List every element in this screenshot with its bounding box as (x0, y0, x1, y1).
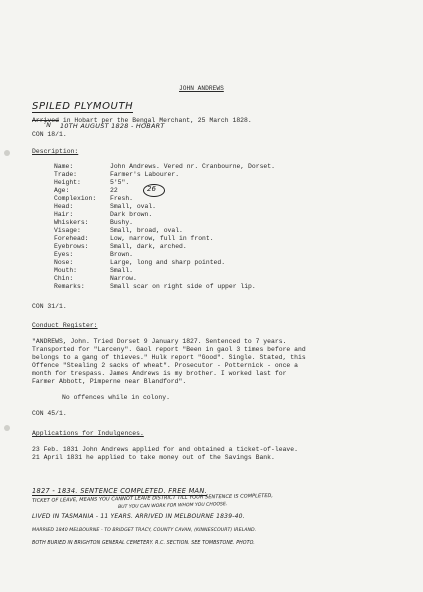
indulgences-heading: Applications for Indulgences. (32, 430, 144, 437)
desc-value: Small, oval. (110, 203, 157, 210)
desc-value: Small, dark, arched. (110, 243, 187, 250)
arrival-typed-text: in Hobart per the Bengal Merchant, 25 March 1828. (59, 117, 252, 124)
handwritten-ship-title: SPILED PLYMOUTH (32, 101, 134, 112)
desc-label: Remarks: (54, 283, 85, 290)
page-title: JOHN ANDREWS (179, 85, 224, 92)
punch-hole (4, 150, 10, 156)
desc-value: 5'5". (110, 179, 130, 186)
desc-label: Eyebrows: (54, 243, 89, 250)
conduct-line: month for trespass. James Andrews is my brother. I worked last for (32, 370, 287, 377)
struck-word: Arrived (32, 117, 59, 124)
desc-label: Head: (54, 203, 74, 210)
hand-note-line: BOTH BURIED IN BRIGHTON GENERAL CEMETERY. R.C. SECTION. SEE TOMBSTONE. PHOTO. (32, 541, 255, 546)
conduct-heading: Conduct Register: (32, 322, 98, 329)
desc-value: Bushy. (110, 219, 134, 226)
hand-note-line: 1827 - 1834. SENTENCE COMPLETED. FREE MAN. (32, 487, 207, 495)
desc-value: John Andrews. Vered nr. Cranbourne, Dorset. (110, 163, 275, 170)
hand-note-line: MARRIED 1840 MELBOURNE - TO BRIDGET TRACY, COUNTY CAVAN, (KINNESCOURT) IRELAND. (32, 528, 257, 533)
arrival-hand-correction: 10TH AUGUST 1828 - HOBART (60, 122, 165, 130)
hand-note-line: LIVED IN TASMANIA - 11 YEARS. ARRIVED IN MELBOURNE 1839-40. (32, 513, 245, 520)
desc-value: 22 (110, 187, 118, 194)
indulgence-line: 21 April 1831 he applied to take money out of the Savings Bank. (32, 454, 275, 461)
desc-label: Name: (54, 163, 74, 170)
desc-value: Fresh. (110, 195, 134, 202)
desc-label: Nose: (54, 259, 74, 266)
age-annotation: 26 (147, 185, 156, 193)
desc-label: Visage: (54, 227, 81, 234)
hand-note-line: BUT YOU CAN WORK FOR WHOM YOU CHOOSE. (118, 502, 228, 510)
conduct-line: Farmer Abbott, Pimperne near Blandford". (32, 378, 187, 385)
desc-value: Low, narrow, full in front. (110, 235, 214, 242)
desc-label: Hair: (54, 211, 74, 218)
conduct-line: Offence "Stealing 2 sacks of wheat". Prosecutor - Potternick - once a (32, 362, 298, 369)
desc-value: Small, broad, oval. (110, 227, 183, 234)
desc-value: Dark brown. (110, 211, 153, 218)
desc-label: Height: (54, 179, 81, 186)
con-ref-1: CON 18/1. (32, 131, 67, 138)
arrival-hand-prefix: ʼN (44, 122, 52, 129)
desc-label: Chin: (54, 275, 74, 282)
description-heading: Description: (32, 148, 79, 155)
desc-label: Mouth: (54, 267, 78, 274)
desc-value: Brown. (110, 251, 134, 258)
indulgence-line: 23 Feb. 1831 John Andrews applied for and obtained a ticket-of-leave. (32, 446, 298, 453)
desc-value: Large, long and sharp pointed. (110, 259, 226, 266)
con-ref-2: CON 31/1. (32, 303, 67, 310)
desc-label: Eyes: (54, 251, 74, 258)
desc-label: Forehead: (54, 235, 89, 242)
punch-hole (4, 425, 10, 431)
con-ref-3: CON 45/1. (32, 410, 67, 417)
desc-label: Age: (54, 187, 70, 194)
desc-label: Whiskers: (54, 219, 89, 226)
desc-label: Complexion: (54, 195, 97, 202)
no-offences-note: No offences while in colony. (62, 394, 170, 401)
desc-value: Small. (110, 267, 134, 274)
conduct-line: belongs to a gang of thieves." Hulk report "Good". Single. Stated, this (32, 354, 306, 361)
conduct-line: "ANDREWS, John. Tried Dorset 9 January 1827. Sentenced to 7 years. (32, 338, 287, 345)
hand-note-line: TICKET OF LEAVE, MEANS YOU CANNOT LEAVE DISTRICT TILL YOUR SENTENCE IS COMPLETED, (32, 492, 274, 504)
desc-label: Trade: (54, 171, 78, 178)
desc-value: Small scar on right side of upper lip. (110, 283, 256, 290)
conduct-line: Transported for "Larceny". Gaol report "Been in gaol 3 times before and (32, 346, 306, 353)
desc-value: Narrow. (110, 275, 137, 282)
desc-value: Farmer's Labourer. (110, 171, 180, 178)
